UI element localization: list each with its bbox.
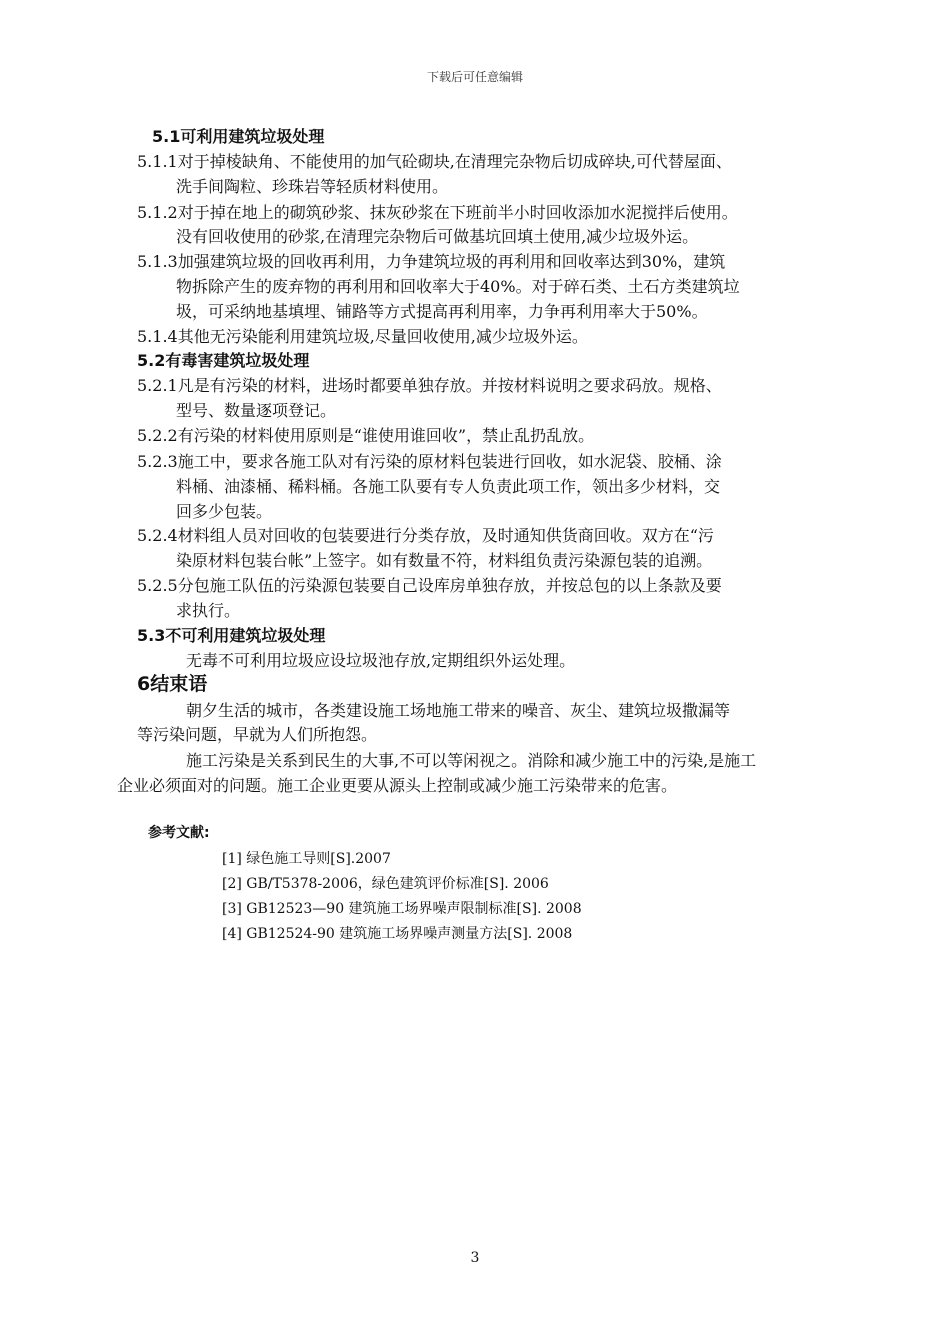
paragraph-line: 料桶、油漆桶、稀料桶。各施工队要有专人负责此项工作，领出多少材料，交: [176, 477, 721, 496]
paragraph-line: 回多少包装。: [176, 502, 273, 521]
page-number: 3: [470, 1250, 480, 1266]
paragraph-line: 5.1.1对于掉棱缺角、不能使用的加气砼砌块,在清理完杂物后切成碎块,可代替屋面、: [137, 152, 732, 171]
paragraph-line: 等污染问题，早就为人们所抱怨。: [137, 725, 378, 744]
paragraph-line: 没有回收使用的砂浆,在清理完杂物后可做基坑回填土使用,减少垃圾外运。: [176, 227, 699, 246]
paragraph-line: 5.2.2有污染的材料使用原则是“谁使用谁回收”，禁止乱扔乱放。: [137, 426, 595, 445]
paragraph-line: 5.2.1凡是有污染的材料，进场时都要单独存放。并按材料说明之要求码放。规格、: [137, 376, 722, 395]
paragraph-line: 求执行。: [176, 601, 241, 620]
paragraph-line: 洗手间陶粒、珍珠岩等轻质材料使用。: [176, 177, 449, 196]
reference-item: [2] GB/T5378-2006，绿色建筑评价标准[S]. 2006: [222, 876, 549, 892]
reference-item: [3] GB12523—90 建筑施工场界噪声限制标准[S]. 2008: [222, 901, 582, 917]
references-title: 参考文献:: [148, 825, 210, 841]
reference-item: [4] GB12524-90 建筑施工场界噪声测量方法[S]. 2008: [222, 926, 573, 942]
paragraph-line: 5.1.4其他无污染能利用建筑垃圾,尽量回收使用,减少垃圾外运。: [137, 327, 588, 346]
paragraph-line: 企业必须面对的问题。施工企业更要从源头上控制或减少施工污染带来的危害。: [117, 776, 678, 795]
section-5-3-title: 5.3不可利用建筑垃圾处理: [137, 626, 326, 645]
paragraph-line: 无毒不可利用垃圾应设垃圾池存放,定期组织外运处理。: [186, 651, 576, 670]
section-6-title: 6结束语: [137, 673, 208, 695]
paragraph-line: 5.2.4材料组人员对回收的包装要进行分类存放，及时通知供货商回收。双方在“污: [137, 526, 714, 545]
paragraph-line: 5.1.2对于掉在地上的砌筑砂浆、抹灰砂浆在下班前半小时回收添加水泥搅拌后使用。: [137, 203, 738, 222]
paragraph-line: 型号、数量逐项登记。: [176, 401, 337, 420]
paragraph-line: 朝夕生活的城市，各类建设施工场地施工带来的噪音、灰尘、建筑垃圾撒漏等: [186, 701, 731, 720]
section-5-1-title: 5.1可利用建筑垃圾处理: [152, 127, 325, 146]
paragraph-line: 5.1.3加强建筑垃圾的回收再利用，力争建筑垃圾的再利用和回收率达到30%，建筑: [137, 252, 726, 271]
reference-item: [1] 绿色施工导则[S].2007: [222, 851, 391, 867]
header-note: 下载后可任意编辑: [426, 70, 523, 84]
paragraph-line: 5.2.5分包施工队伍的污染源包装要自己设库房单独存放，并按总包的以上条款及要: [137, 576, 722, 595]
paragraph-line: 染原材料包装台帐”上签字。如有数量不符，材料组负责污染源包装的追溯。: [176, 551, 713, 570]
paragraph-line: 物拆除产生的废弃物的再利用和回收率大于40%。对于碎石类、土石方类建筑垃: [176, 277, 740, 296]
paragraph-line: 圾，可采纳地基填埋、铺路等方式提高再利用率，力争再利用率大于50%。: [176, 302, 708, 321]
paragraph-line: 5.2.3施工中，要求各施工队对有污染的原材料包装进行回收，如水泥袋、胶桶、涂: [137, 452, 722, 471]
section-5-2-title: 5.2有毒害建筑垃圾处理: [137, 351, 310, 370]
paragraph-line: 施工污染是关系到民生的大事,不可以等闲视之。消除和减少施工中的污染,是施工: [186, 751, 757, 770]
